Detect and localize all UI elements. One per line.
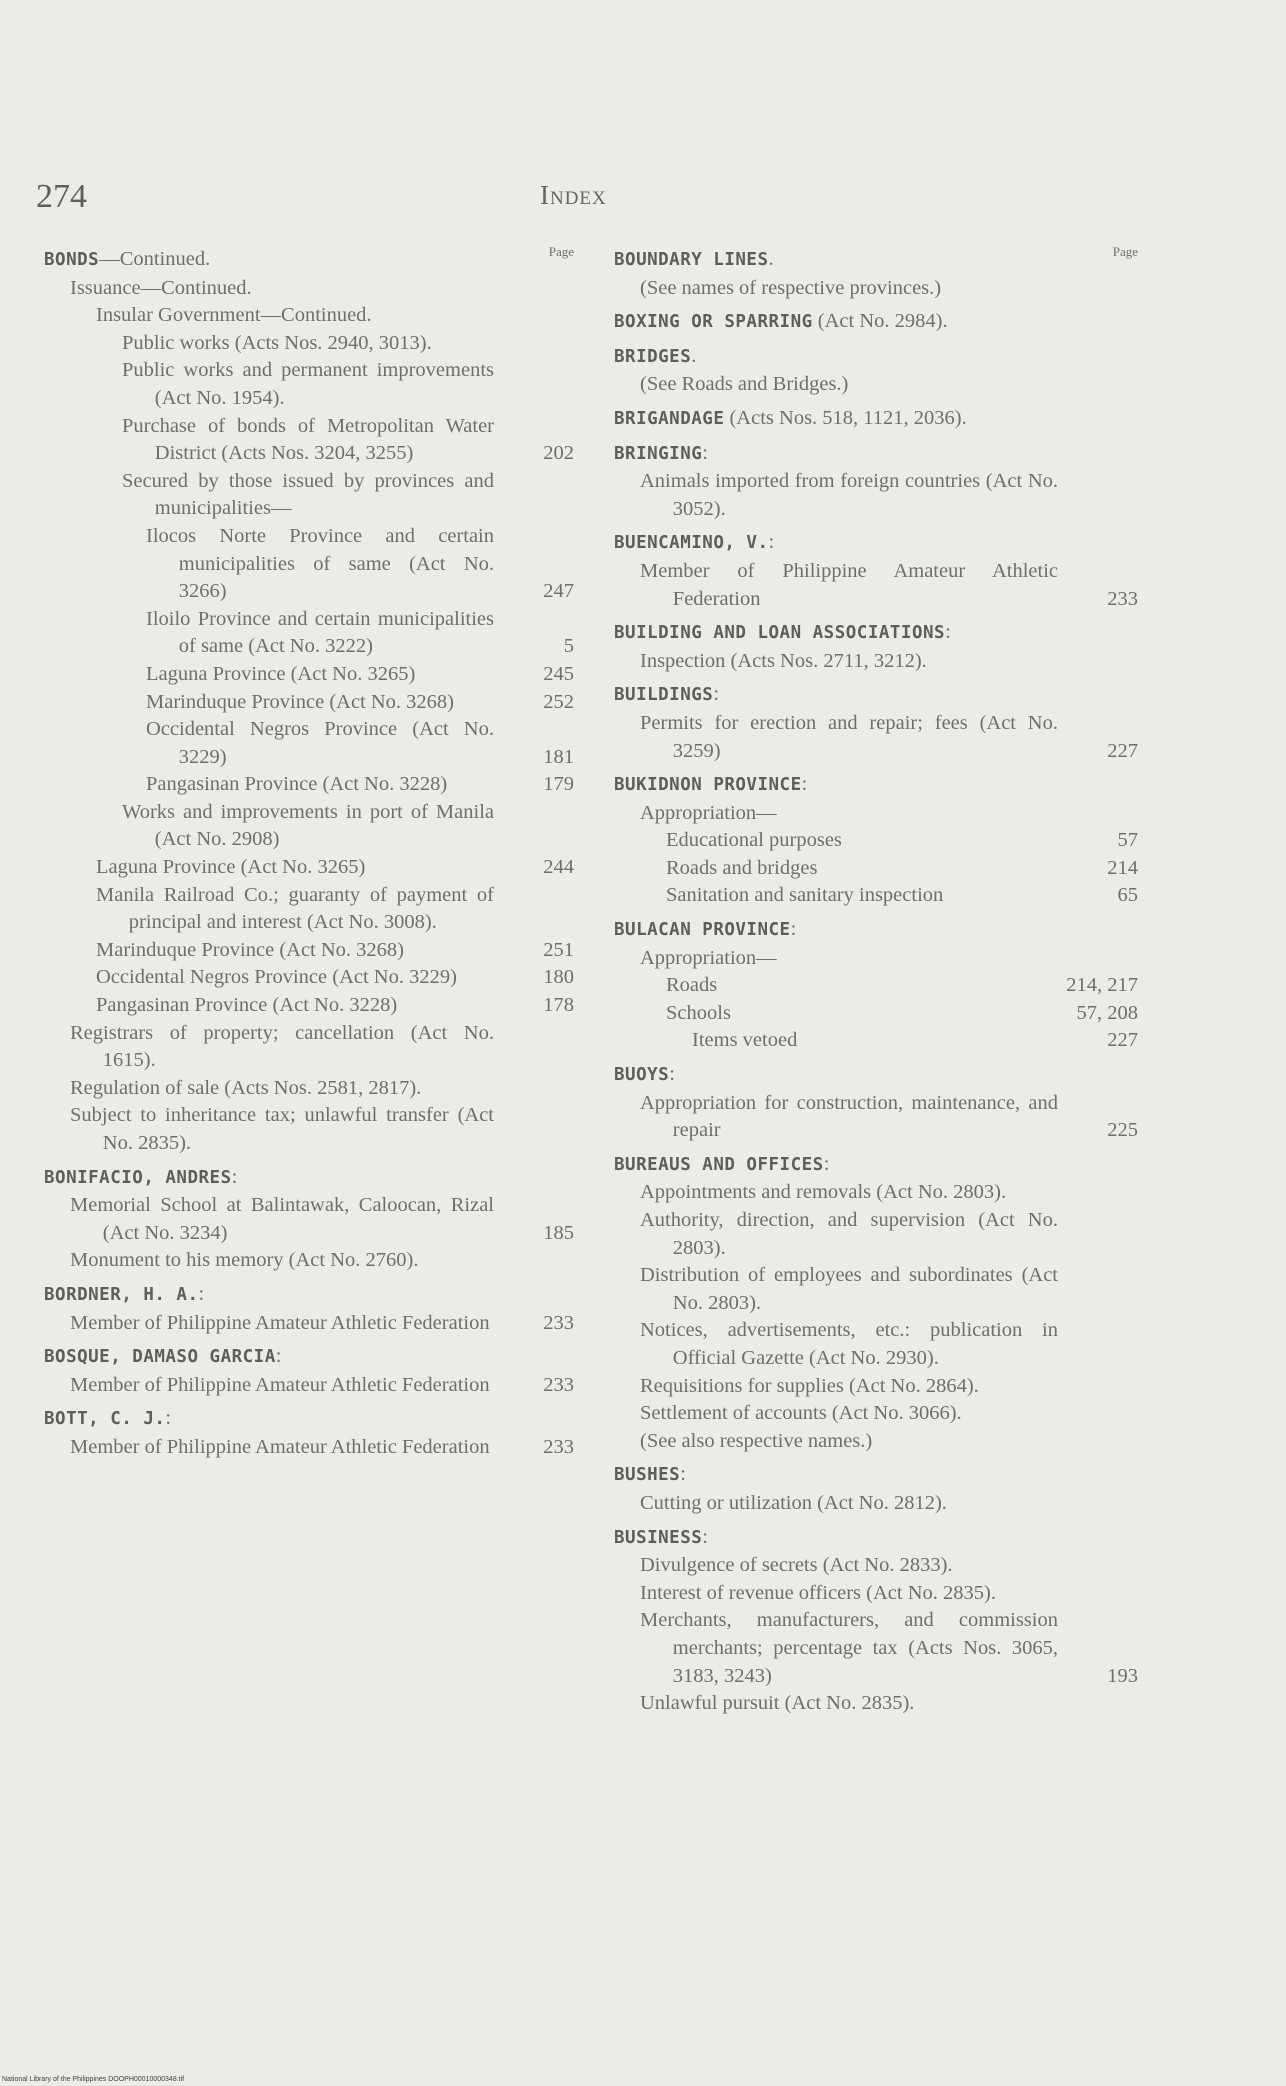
entry-heading-rest: —Continued. — [99, 248, 211, 270]
index-entry — [96, 992, 574, 1020]
entry-row — [666, 972, 1138, 1000]
entry-row — [666, 827, 1138, 855]
entry-page-number: 233 — [543, 1373, 574, 1396]
index-entry — [666, 1000, 1138, 1028]
entry-row — [640, 1090, 1138, 1145]
index-heading — [614, 1461, 1138, 1490]
entry-text — [44, 246, 494, 275]
index-entry — [70, 275, 574, 303]
entry-text — [614, 308, 1058, 337]
index-heading — [44, 1164, 574, 1193]
index-entry — [666, 855, 1138, 883]
entry-text: Pangasinan Province (Act No. 3228) — [96, 994, 398, 1017]
index-entry — [146, 716, 574, 771]
entry-row — [146, 606, 574, 661]
entry-heading-term: BOXING OR SPARRING — [614, 312, 813, 333]
entry-row — [614, 246, 1138, 275]
entry-text: Unlawful pursuit (Act No. 2835). — [640, 1692, 915, 1715]
entry-page-number: 214 — [1107, 856, 1138, 879]
entry-row — [640, 648, 1138, 676]
entry-text: Member of Philippine Amateur Athletic Federation — [70, 1311, 490, 1334]
entry-row — [122, 357, 574, 412]
entry-page-number: 225 — [1107, 1119, 1138, 1142]
index-entry — [640, 945, 1138, 973]
index-entry — [96, 854, 574, 882]
entry-text: Interest of revenue officers (Act No. 2835). — [640, 1581, 996, 1604]
index-entry — [70, 1020, 574, 1075]
entry-text: Manila Railroad Co.; guaranty of payment of principal and interest (Act No. 3008). — [96, 883, 494, 934]
entry-row — [640, 710, 1138, 765]
entry-page-number: 233 — [543, 1311, 574, 1334]
entry-row — [44, 1343, 574, 1372]
entry-text: Laguna Province (Act No. 3265) — [96, 856, 366, 879]
entry-row — [70, 275, 574, 303]
entry-text: Purchase of bonds of Metropolitan Water District (Acts Nos. 3204, 3255) — [122, 414, 494, 465]
entry-page-number: 5 — [563, 635, 574, 658]
entry-row — [640, 800, 1138, 828]
entry-row — [614, 1151, 1138, 1180]
entry-text: Monument to his memory (Act No. 2760). — [70, 1249, 419, 1272]
index-entry — [640, 1090, 1138, 1145]
page-title: Index — [540, 180, 607, 210]
entry-row — [666, 855, 1138, 883]
entry-row — [614, 916, 1138, 945]
index-entry — [70, 1247, 574, 1275]
entry-row — [96, 882, 574, 937]
entry-text: Marinduque Province (Act No. 3268) — [146, 690, 455, 713]
entry-text: Cutting or utilization (Act No. 2812). — [640, 1491, 947, 1514]
entry-heading-term: BOSQUE, DAMASO GARCIA — [44, 1347, 276, 1368]
index-entry — [640, 1552, 1138, 1580]
entry-text: Sanitation and sanitary inspection — [666, 884, 944, 907]
index-entry — [640, 1490, 1138, 1518]
entry-page-number: 57, 208 — [1076, 1001, 1138, 1024]
entry-text — [614, 343, 1058, 372]
entry-heading-rest: (Acts Nos. 518, 1121, 2036). — [724, 406, 967, 429]
entry-row — [614, 308, 1138, 337]
entry-heading-term: BRINGING — [614, 443, 703, 464]
index-entry — [640, 1179, 1138, 1207]
index-entry — [96, 964, 574, 992]
index-entry — [640, 558, 1138, 613]
entry-heading-rest: . — [768, 248, 774, 270]
entry-row — [146, 661, 574, 689]
entry-row — [614, 1461, 1138, 1490]
index-entry — [96, 937, 574, 965]
entry-text — [614, 529, 1058, 558]
entry-text: Occidental Negros Province (Act No. 3229) — [146, 718, 494, 768]
entry-text: Animals imported from foreign countries (Act No. 3052). — [640, 470, 1058, 520]
index-entry — [640, 1262, 1138, 1317]
entry-text: Subject to inheritance tax; unlawful transfer (Act No. 2835). — [70, 1104, 494, 1154]
entry-row — [122, 468, 574, 523]
index-heading — [614, 916, 1138, 945]
index-heading — [614, 681, 1138, 710]
index-entry — [70, 1192, 574, 1247]
entry-row — [692, 1027, 1138, 1055]
entry-text: Regulation of sale (Acts Nos. 2581, 2817). — [70, 1076, 422, 1099]
index-column-right — [614, 240, 1138, 1718]
entry-text: Appropriation for construction, maintenance, and repair — [640, 1091, 1058, 1142]
entry-row — [70, 1192, 574, 1247]
entry-row — [70, 1310, 574, 1338]
entry-text: Roads and bridges — [666, 856, 818, 879]
entry-row — [146, 716, 574, 771]
index-entry — [692, 1027, 1138, 1055]
entry-heading-term: BRIDGES — [614, 346, 692, 367]
index-entry — [666, 882, 1138, 910]
entry-row — [96, 992, 574, 1020]
index-heading — [614, 343, 1138, 372]
index-entry — [640, 1317, 1138, 1372]
entry-heading-term: BRIGANDAGE — [614, 408, 725, 429]
index-entry — [122, 468, 574, 523]
index-entry — [146, 606, 574, 661]
entry-row — [640, 1490, 1138, 1518]
entry-text — [614, 440, 1058, 469]
index-entry — [70, 1102, 574, 1157]
entry-row — [146, 523, 574, 606]
entry-heading-rest: : — [768, 531, 775, 554]
entry-page-number: 227 — [1107, 739, 1138, 762]
entry-page-number: 180 — [543, 966, 574, 989]
entry-text: Issuance—Continued. — [70, 276, 252, 299]
entry-text: (See names of respective provinces.) — [640, 276, 942, 299]
entry-heading-term: BUILDING AND LOAN ASSOCIATIONS — [614, 623, 946, 644]
entry-text: Laguna Province (Act No. 3265) — [146, 662, 416, 685]
entry-row — [146, 771, 574, 799]
entry-heading-rest: : — [198, 1282, 205, 1305]
entry-heading-term: BOTT, C. J. — [44, 1409, 166, 1430]
entry-row — [640, 1607, 1138, 1690]
entry-text — [614, 681, 1058, 710]
entry-text: Requisitions for supplies (Act No. 2864). — [640, 1374, 979, 1397]
scan-footer: National Library of the Philippines DOOPH00010000348.tif — [2, 2076, 185, 2083]
entry-row — [44, 1164, 574, 1193]
index-entry — [96, 302, 574, 330]
entry-page-number: 233 — [543, 1435, 574, 1458]
entry-text: Memorial School at Balintawak, Caloocan, Rizal (Act No. 3234) — [70, 1194, 494, 1244]
entry-row — [666, 882, 1138, 910]
index-entry — [70, 1372, 574, 1400]
entry-row — [640, 1690, 1138, 1718]
entry-text: Inspection (Acts Nos. 2711, 3212). — [640, 649, 927, 672]
entry-heading-rest: : — [702, 1525, 708, 1548]
entry-row — [640, 1317, 1138, 1372]
entry-row — [96, 854, 574, 882]
entry-text: Works and improvements in port of Manila (Act No. 2908) — [122, 800, 494, 851]
entry-row — [70, 1372, 574, 1400]
index-entry — [640, 371, 1138, 399]
entry-text: (See also respective names.) — [640, 1429, 873, 1452]
entry-text: Member of Philippine Amateur Athletic Federation — [640, 559, 1058, 610]
entry-row — [614, 1524, 1138, 1553]
entry-heading-rest: (Act No. 2984). — [812, 310, 948, 333]
entry-text: Secured by those issued by provinces and municipalities— — [122, 469, 494, 520]
index-entry — [640, 1690, 1138, 1718]
entry-text: Pangasinan Province (Act No. 3228) — [146, 773, 448, 796]
entry-row — [640, 1262, 1138, 1317]
entry-row — [614, 1061, 1138, 1090]
entry-heading-term: BORDNER, H. A. — [44, 1284, 199, 1305]
index-heading — [614, 308, 1138, 337]
page-number: 274 — [36, 178, 87, 215]
index-entry — [640, 710, 1138, 765]
entry-page-number: 227 — [1107, 1029, 1138, 1052]
entry-text: Occidental Negros Province (Act No. 3229) — [96, 966, 457, 989]
entry-row — [70, 1102, 574, 1157]
entry-page-number: 178 — [543, 994, 574, 1017]
entry-text: Divulgence of secrets (Act No. 2833). — [640, 1554, 953, 1577]
entry-page-number: 65 — [1117, 884, 1138, 907]
index-entry — [640, 1400, 1138, 1428]
entry-text: Notices, advertisements, etc.: publication in Official Gazette (Act No. 2930). — [640, 1319, 1058, 1369]
entry-page-number: 179 — [543, 773, 574, 796]
index-entry — [640, 275, 1138, 303]
index-heading — [614, 405, 1138, 434]
entry-text — [614, 246, 1058, 275]
entry-text — [44, 1405, 494, 1434]
entry-text: Registrars of property; cancellation (Act No. 1615). — [70, 1021, 494, 1072]
entry-row — [640, 1580, 1138, 1608]
entry-text: Public works (Acts Nos. 2940, 3013). — [122, 331, 432, 354]
entry-text: Merchants, manufacturers, and commission merchants; percentage tax (Acts Nos. 3065, 3183, 3243) — [640, 1609, 1058, 1687]
entry-text: Distribution of employees and subordinates (Act No. 2803). — [640, 1264, 1058, 1314]
entry-row — [640, 468, 1138, 523]
entry-row — [44, 246, 574, 275]
entry-page-number: 251 — [543, 938, 574, 961]
index-entry — [640, 1428, 1138, 1456]
entry-row — [44, 1281, 574, 1310]
index-entry — [122, 357, 574, 412]
entry-row — [122, 799, 574, 854]
entry-text — [44, 1164, 494, 1193]
entry-text — [44, 1281, 494, 1310]
entry-heading-rest: : — [801, 773, 808, 796]
entry-row — [614, 529, 1138, 558]
index-entry — [640, 468, 1138, 523]
entry-heading-term: BUSHES — [614, 1465, 681, 1486]
entry-list — [44, 246, 574, 1462]
index-entry — [70, 1310, 574, 1338]
entry-row — [44, 1405, 574, 1434]
entry-text: Member of Philippine Amateur Athletic Federation — [70, 1373, 490, 1396]
index-entry — [146, 689, 574, 717]
entry-text: Educational purposes — [666, 829, 842, 852]
page-column-header: Page — [548, 244, 574, 259]
index-heading — [614, 1151, 1138, 1180]
entry-row — [70, 1075, 574, 1103]
entry-text: Permits for erection and repair; fees (Act No. 3259) — [640, 711, 1058, 762]
entry-row — [640, 1400, 1138, 1428]
index-entry — [70, 1434, 574, 1462]
index-heading — [614, 1061, 1138, 1090]
index-entry — [122, 330, 574, 358]
entry-text: (See Roads and Bridges.) — [640, 373, 849, 396]
entry-page-number: 252 — [543, 690, 574, 713]
entry-heading-rest: : — [275, 1345, 282, 1368]
entry-heading-rest: : — [945, 621, 951, 644]
entry-text: Appropriation— — [640, 946, 777, 969]
entry-heading-term: BOUNDARY LINES — [614, 250, 769, 270]
entry-page-number: 181 — [543, 745, 574, 768]
entry-heading-rest: : — [231, 1165, 238, 1188]
page-column-header: Page — [1112, 244, 1138, 259]
entry-text: Roads — [666, 974, 718, 997]
entry-heading-term: BONDS — [44, 250, 100, 270]
index-entry — [122, 799, 574, 854]
entry-row — [640, 1179, 1138, 1207]
index-heading — [614, 771, 1138, 800]
entry-heading-rest: : — [165, 1407, 172, 1430]
entry-heading-rest: . — [691, 344, 697, 367]
entry-text — [614, 916, 1058, 945]
entry-row — [640, 558, 1138, 613]
entry-row — [640, 945, 1138, 973]
entry-text: Public works and permanent improvements (Act No. 1954). — [122, 359, 494, 409]
entry-row — [122, 413, 574, 468]
entry-heading-rest: : — [680, 1463, 686, 1486]
entry-row — [70, 1020, 574, 1075]
index-heading — [44, 1405, 574, 1434]
entry-page-number: 245 — [543, 662, 574, 685]
index-column-left — [44, 240, 574, 1462]
index-entry — [640, 1373, 1138, 1401]
entry-heading-term: BUOYS — [614, 1065, 670, 1086]
entry-page-number: 214, 217 — [1066, 974, 1138, 997]
index-heading — [614, 529, 1138, 558]
entry-text — [614, 619, 1058, 648]
entry-heading-rest: : — [713, 683, 720, 706]
index-entry — [640, 648, 1138, 676]
index-entry — [640, 1207, 1138, 1262]
entry-text — [614, 1151, 1058, 1180]
index-entry — [146, 771, 574, 799]
entry-row — [640, 1207, 1138, 1262]
index-heading — [614, 440, 1138, 469]
entry-row — [614, 440, 1138, 469]
entry-row — [640, 1373, 1138, 1401]
index-entry — [96, 882, 574, 937]
entry-text: Appointments and removals (Act No. 2803). — [640, 1181, 1007, 1204]
entry-text: Items vetoed — [692, 1029, 798, 1052]
entry-heading-rest: : — [790, 918, 797, 941]
entry-text — [44, 1343, 494, 1372]
entry-text: Member of Philippine Amateur Athletic Federation — [70, 1435, 490, 1458]
index-heading — [614, 619, 1138, 648]
entry-page-number: 247 — [543, 580, 574, 603]
entry-heading-term: BUENCAMINO, V. — [614, 533, 769, 554]
entry-text: Iloilo Province and certain municipalities of same (Act No. 3222) — [146, 607, 494, 658]
index-heading — [44, 246, 574, 275]
entry-row — [614, 619, 1138, 648]
index-entry — [146, 523, 574, 606]
index-entry — [70, 1075, 574, 1103]
entry-page-number: 193 — [1107, 1664, 1138, 1687]
entry-row — [640, 371, 1138, 399]
entry-page-number: 244 — [543, 856, 574, 879]
entry-heading-term: BONIFACIO, ANDRES — [44, 1167, 232, 1188]
entry-page-number: 185 — [543, 1221, 574, 1244]
index-entry — [640, 1580, 1138, 1608]
entry-row — [640, 1428, 1138, 1456]
entry-row — [70, 1247, 574, 1275]
entry-text: Settlement of accounts (Act No. 3066). — [640, 1402, 962, 1425]
entry-text: Appropriation— — [640, 801, 777, 824]
index-entry — [640, 800, 1138, 828]
entry-text — [614, 1061, 1058, 1090]
entry-text: Marinduque Province (Act No. 3268) — [96, 938, 405, 961]
entry-text — [614, 405, 1058, 434]
entry-row — [614, 771, 1138, 800]
entry-heading-term: BUILDINGS — [614, 685, 714, 706]
entry-list — [614, 246, 1138, 1718]
index-entry — [122, 413, 574, 468]
entry-heading-term: BUREAUS AND OFFICES — [614, 1154, 824, 1175]
entry-row — [96, 937, 574, 965]
entry-heading-rest: : — [823, 1152, 830, 1175]
entry-text — [614, 1461, 1058, 1490]
entry-row — [146, 689, 574, 717]
entry-text — [614, 1524, 1058, 1553]
entry-page-number: 202 — [543, 442, 574, 465]
entry-text: Insular Government—Continued. — [96, 304, 372, 327]
entry-text — [614, 771, 1058, 800]
entry-row — [614, 343, 1138, 372]
entry-page-number: 233 — [1107, 587, 1138, 610]
entry-row — [614, 405, 1138, 434]
index-entry — [146, 661, 574, 689]
entry-row — [640, 275, 1138, 303]
index-heading — [44, 1343, 574, 1372]
entry-text: Authority, direction, and supervision (Act No. 2803). — [640, 1209, 1058, 1259]
index-entry — [666, 972, 1138, 1000]
entry-row — [122, 330, 574, 358]
entry-heading-rest: : — [702, 441, 708, 464]
entry-row — [640, 1552, 1138, 1580]
entry-row — [96, 302, 574, 330]
index-heading — [44, 1281, 574, 1310]
entry-row — [666, 1000, 1138, 1028]
entry-heading-term: BUKIDNON PROVINCE — [614, 775, 802, 796]
index-entry — [640, 1607, 1138, 1690]
entry-text: Schools — [666, 1001, 731, 1024]
index-heading — [614, 1524, 1138, 1553]
entry-heading-term: BULACAN PROVINCE — [614, 920, 791, 941]
entry-row — [614, 681, 1138, 710]
index-entry — [666, 827, 1138, 855]
index-heading — [614, 246, 1138, 275]
entry-text: Ilocos Norte Province and certain municipalities of same (Act No. 3266) — [146, 524, 494, 603]
entry-heading-rest: : — [669, 1063, 675, 1086]
entry-row — [70, 1434, 574, 1462]
entry-row — [96, 964, 574, 992]
entry-heading-term: BUSINESS — [614, 1527, 703, 1548]
entry-page-number: 57 — [1117, 829, 1138, 852]
